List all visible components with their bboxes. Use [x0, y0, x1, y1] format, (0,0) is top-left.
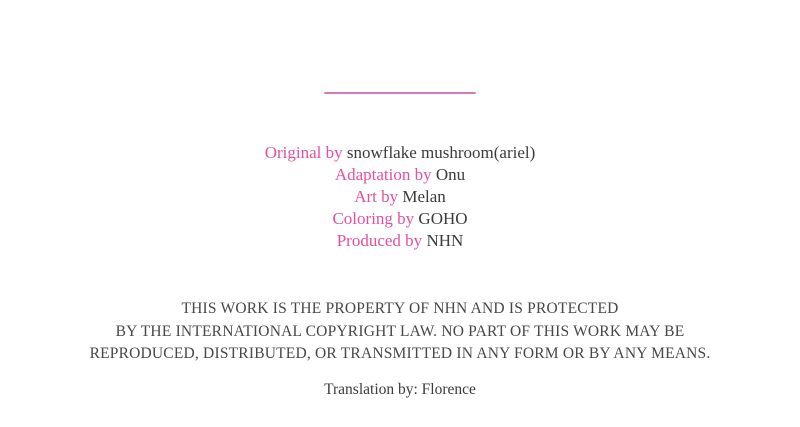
divider-line — [324, 92, 476, 94]
credits-block — [0, 142, 800, 252]
credit-role: Produced by — [336, 231, 423, 250]
credit-name: snowflake mushroom(ariel) — [346, 143, 536, 162]
credit-role: Original by — [264, 143, 343, 162]
credit-name: Onu — [435, 165, 466, 184]
credit-line — [0, 164, 800, 186]
copyright-line: THIS WORK IS THE PROPERTY OF NHN AND IS PROTECTED — [181, 300, 619, 317]
credit-line — [0, 208, 800, 230]
copyright-line: REPRODUCED, DISTRIBUTED, OR TRANSMITTED IN ANY FORM OR BY ANY MEANS. — [89, 345, 711, 362]
copyright-line: BY THE INTERNATIONAL COPYRIGHT LAW. NO PART OF THIS WORK MAY BE — [115, 322, 685, 340]
credit-role: Coloring by — [332, 209, 415, 228]
credit-name: GOHO — [418, 209, 468, 228]
credit-line — [0, 186, 800, 208]
credit-name: NHN — [426, 231, 464, 250]
credit-role: Art by — [354, 187, 399, 206]
copyright-notice — [0, 298, 800, 366]
translation-credit: Translation by: Florence — [324, 381, 476, 398]
credit-line — [0, 142, 800, 164]
credit-line — [0, 230, 800, 252]
credit-role: Adaptation by — [334, 165, 432, 184]
credit-name: Melan — [402, 187, 446, 206]
